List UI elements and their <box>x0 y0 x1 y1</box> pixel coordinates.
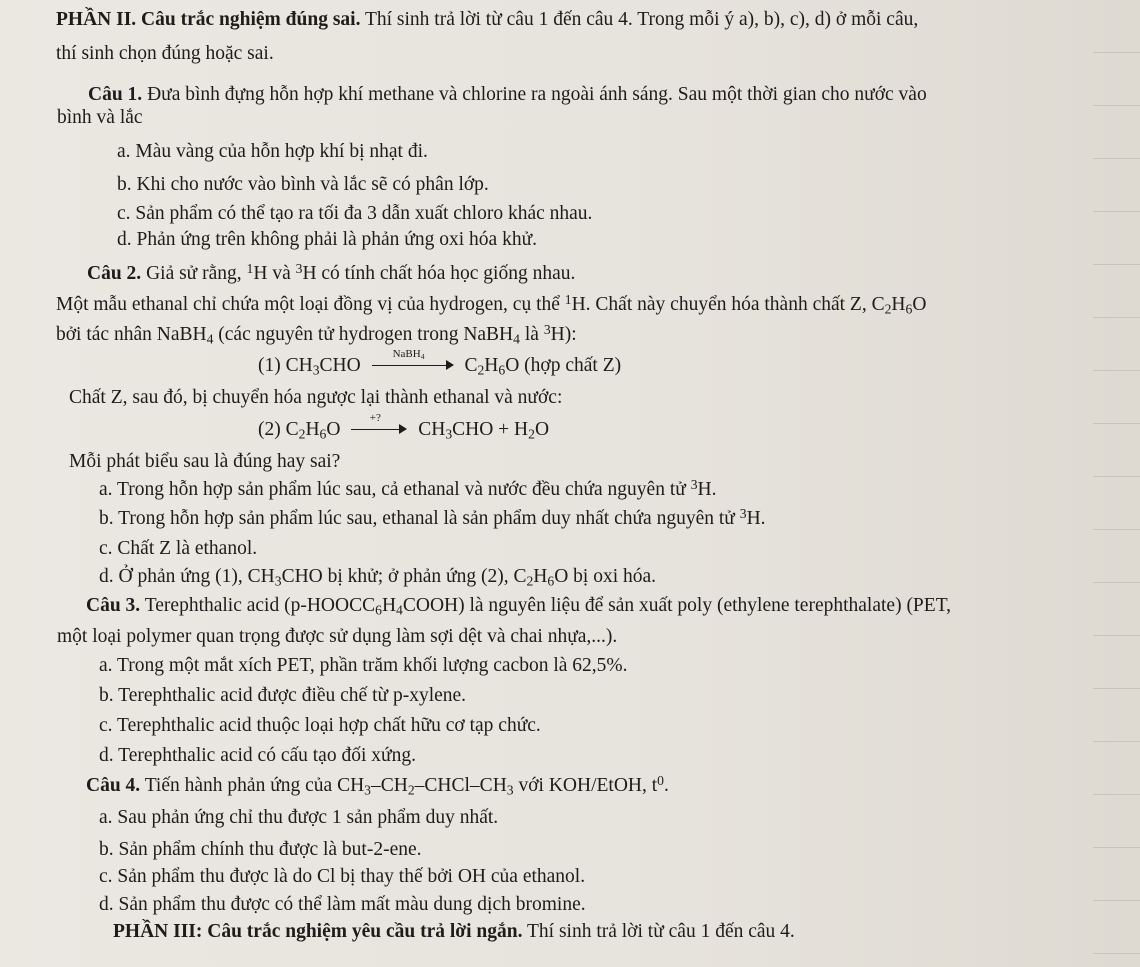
superscript: 0 <box>657 772 664 788</box>
q4-option-c: c. Sản phẩm thu được là do Cl bị thay thế bởi OH của ethanol. <box>99 866 586 887</box>
reaction-text: C <box>464 355 478 376</box>
reagent-text: NaBH <box>392 348 421 360</box>
q4-text: Tiến hành phản ứng của CH <box>140 775 365 796</box>
option-text: b. Trong hỗn hợp sản phẩm lúc sau, ethanal là sản phẩm duy nhất chứa nguyên tử <box>99 508 740 529</box>
q3-option-a: a. Trong một mắt xích PET, phần trăm khối lượng cacbon là 62,5%. <box>99 655 628 676</box>
q2-ask: Mỗi phát biểu sau là đúng hay sai? <box>69 451 341 472</box>
q4-stem <box>86 774 669 798</box>
reaction-text: (1) CH <box>258 355 313 376</box>
reagent-label <box>372 348 446 360</box>
q4-text: . <box>664 775 669 796</box>
reaction-text: CHO + H <box>452 419 529 440</box>
subscript: 4 <box>420 351 425 361</box>
q2-text: (các nguyên tử hydrogen trong NaBH <box>213 324 514 345</box>
q3-stem-line2: một loại polymer quan trọng được sử dụng làm sợi dệt và chai nhựa,...). <box>57 626 618 647</box>
subscript: 6 <box>547 573 555 589</box>
option-text: O bị oxi hóa. <box>554 566 657 587</box>
isotope-3: 3 <box>739 505 747 521</box>
isotope-3: 3 <box>690 476 698 492</box>
q2-text: O <box>912 294 927 315</box>
part2-line2: thí sinh chọn đúng hoặc sai. <box>56 43 274 64</box>
reaction-text: CHO <box>319 355 361 376</box>
q4-text: –CH <box>371 775 408 796</box>
q2-label: Câu 2. <box>87 263 142 284</box>
q3-option-c: c. Terephthalic acid thuộc loại hợp chất hữu cơ tạp chức. <box>99 715 541 736</box>
option-text: CHO bị khử; ở phản ứng (2), C <box>281 566 527 587</box>
subscript: 2 <box>884 301 892 317</box>
isotope-3: 3 <box>543 321 551 337</box>
subscript: 6 <box>375 602 382 618</box>
subscript: 2 <box>528 426 535 442</box>
reaction-arrow <box>351 412 407 436</box>
reaction-arrow <box>372 348 454 372</box>
q2-stem-text: H có tính chất hóa học giống nhau. <box>302 263 576 284</box>
part2-line1 <box>56 8 918 32</box>
q1-stem: Đưa bình đựng hỗn hợp khí methane và chlorine ra ngoài ánh sáng. Sau một thời gian cho nước vào <box>142 84 927 105</box>
q2-option-c: c. Chất Z là ethanol. <box>99 538 258 559</box>
subscript: 4 <box>396 602 403 618</box>
q2-option-a <box>99 478 717 502</box>
part2-title: PHẦN II. Câu trắc nghiệm đúng sai. <box>56 9 361 30</box>
q2-text: H. Chất này chuyển hóa thành chất Z, C <box>571 294 885 315</box>
part3-line <box>113 920 795 944</box>
reaction-text: (2) C <box>258 419 299 440</box>
option-text: a. Trong hỗn hợp sản phẩm lúc sau, cả ethanal và nước đều chứa nguyên tử <box>99 479 691 500</box>
subscript: 6 <box>905 301 913 317</box>
subscript: 3 <box>312 362 320 378</box>
q1-label: Câu 1. <box>88 84 143 105</box>
isotope-3: 3 <box>295 260 303 276</box>
q2-text: Một mẫu ethanal chỉ chứa một loại đồng vị của hydrogen, cụ thể <box>56 294 565 315</box>
q2-stem-line1 <box>87 262 575 286</box>
q1-stem-line1 <box>88 83 927 107</box>
q1-stem-line2: bình và lắc <box>57 107 143 128</box>
subscript: 6 <box>498 362 506 378</box>
q2-text: H): <box>550 324 577 345</box>
subscript: 4 <box>513 331 520 347</box>
q4-text: –CHCl–CH <box>414 775 507 796</box>
q3-option-d: d. Terephthalic acid có cấu tạo đối xứng. <box>99 745 416 766</box>
option-text: H <box>533 566 548 587</box>
isotope-1: 1 <box>564 291 572 307</box>
q1-option-c: c. Sản phẩm có thể tạo ra tối đa 3 dẫn xuất chloro khác nhau. <box>117 203 593 224</box>
q3-option-b: b. Terephthalic acid được điều chế từ p-xylene. <box>99 685 467 706</box>
q2-stem-line2 <box>56 293 926 317</box>
option-text: H. <box>746 508 766 529</box>
q1-option-b: b. Khi cho nước vào bình và lắc sẽ có phân lớp. <box>117 174 489 195</box>
q2-stem-line3 <box>56 323 577 347</box>
q3-text: Terephthalic acid (p-HOOCC <box>140 595 376 616</box>
isotope-1: 1 <box>246 260 254 276</box>
reaction-text: CH <box>418 419 446 440</box>
reaction-text: O <box>534 419 550 440</box>
reaction-text: O (hợp chất Z) <box>505 355 622 376</box>
part3-title: PHẦN III: Câu trắc nghiệm yêu cầu trả lời ngắn. <box>113 921 523 942</box>
option-text: d. Ở phản ứng (1), CH <box>99 566 275 587</box>
reaction-1 <box>258 348 622 378</box>
subscript: 3 <box>445 426 453 442</box>
q3-stem-line1 <box>86 594 951 618</box>
part3-intro: Thí sinh trả lời từ câu 1 đến câu 4. <box>522 921 795 942</box>
subscript: 6 <box>319 426 327 442</box>
q2-text: bởi tác nhân NaBH <box>56 324 207 345</box>
q4-option-a: a. Sau phản ứng chỉ thu được 1 sản phẩm duy nhất. <box>99 807 499 828</box>
q2-stem-line5: Chất Z, sau đó, bị chuyển hóa ngược lại thành ethanal và nước: <box>69 387 563 408</box>
subscript: 2 <box>407 782 415 798</box>
q2-text: H <box>891 294 906 315</box>
subscript: 2 <box>298 426 306 442</box>
part2-intro: Thí sinh trả lời từ câu 1 đến câu 4. Trong mỗi ý a), b), c), d) ở mỗi câu, <box>360 9 919 30</box>
page-margin-rule <box>1093 0 1140 967</box>
subscript: 3 <box>506 782 514 798</box>
q2-option-b <box>99 507 766 531</box>
q3-label: Câu 3. <box>86 595 141 616</box>
subscript: 4 <box>206 331 214 347</box>
reaction-text: H <box>305 419 320 440</box>
option-text: H. <box>697 479 717 500</box>
q2-stem-text: Giả sử rằng, <box>141 263 247 284</box>
q4-option-d: d. Sản phẩm thu được có thể làm mất màu dung dịch bromine. <box>99 894 586 915</box>
reaction-text: O <box>326 419 341 440</box>
subscript: 2 <box>526 573 534 589</box>
q4-option-b: b. Sản phẩm chính thu được là but-2-ene. <box>99 839 422 860</box>
q2-stem-text: H và <box>253 263 296 284</box>
subscript: 3 <box>364 782 371 798</box>
subscript: 3 <box>274 573 282 589</box>
reaction-text: H <box>484 355 499 376</box>
subscript: 2 <box>477 362 485 378</box>
q4-label: Câu 4. <box>86 775 141 796</box>
q3-text: COOH) là nguyên liệu để sản xuất poly (ethylene terephthalate) (PET, <box>402 595 952 616</box>
q2-option-d <box>99 565 656 589</box>
q1-option-a: a. Màu vàng của hỗn hợp khí bị nhạt đi. <box>117 141 428 162</box>
q4-text: với KOH/EtOH, t <box>513 775 658 796</box>
reaction-2 <box>258 412 550 442</box>
reagent-label: +? <box>369 412 381 424</box>
q1-option-d: d. Phản ứng trên không phải là phản ứng oxi hóa khử. <box>117 229 538 250</box>
q2-text: là <box>519 324 544 345</box>
q3-text: H <box>381 595 397 616</box>
